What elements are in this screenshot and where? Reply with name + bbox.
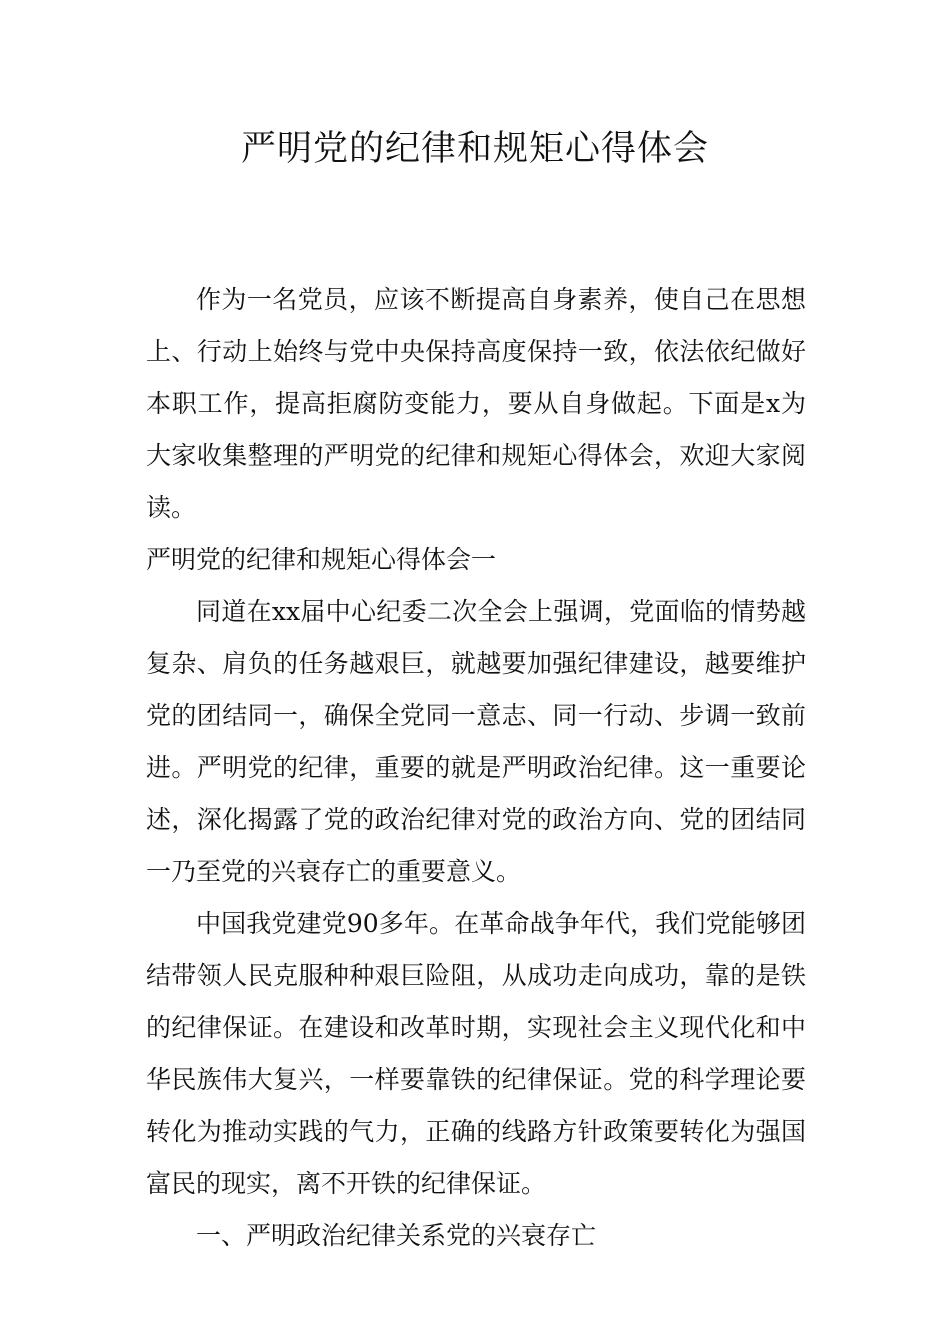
body-paragraph: 同道在xx届中心纪委二次全会上强调，党面临的情势越复杂、肩负的任务越艰巨，就越要加强纪律建设，越要维护党的团结同一，确保全党同一意志、同一行动、步调一致前进。严明党的纪律，重要的就是严明政治纪律。这一重要论述，深化揭露了党的政治纪律对党的政治方向、党的团结同一乃至党的兴衰存亡的重要意义。 bbox=[146, 597, 806, 886]
section-heading: 严明党的纪律和规矩心得体会一 bbox=[146, 545, 497, 574]
body-paragraph: 中国我党建党90多年。在革命战争年代，我们党能够团结带领人民克服种种艰巨险阻，从成功走向成功，靠的是铁的纪律保证。在建设和改革时期，实现社会主义现代化和中华民族伟大复兴，一样要靠铁的纪律保证。党的科学理论要转化为推动实践的气力，正确的线路方针政策要转化为强国富民的现实，离不开铁的纪律保证。 bbox=[146, 909, 806, 1198]
intro-paragraph: 作为一名党员，应该不断提高自身素养，使自己在思想上、行动上始终与党中央保持高度保持一致，依法依纪做好本职工作，提高拒腐防变能力，要从自身做起。下面是x为大家收集整理的严明党的纪律和规矩心得体会，欢迎大家阅读。 bbox=[146, 285, 806, 522]
subsection-heading: 一、严明政治纪律关系党的兴衰存亡 bbox=[196, 1221, 597, 1250]
document-body bbox=[146, 274, 806, 1262]
document-title: 严明党的纪律和规矩心得体会 bbox=[240, 129, 709, 169]
